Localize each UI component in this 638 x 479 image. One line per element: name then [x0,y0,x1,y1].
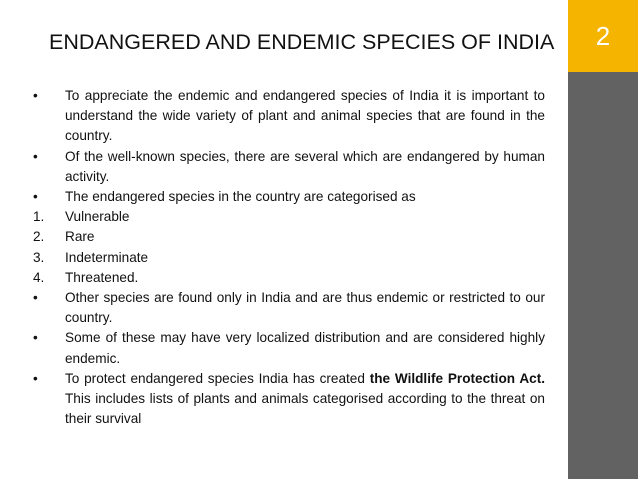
list-item-text: The endangered species in the country are categorised as [65,189,416,205]
slide-title: ENDANGERED AND ENDEMIC SPECIES OF INDIA [49,30,555,54]
bullet-marker: • [33,370,38,386]
list-item-text: Indeterminate [65,249,149,265]
bullet-marker: • [33,88,38,103]
list-item [33,86,545,147]
list-item [33,147,545,187]
list-item-text: To appreciate the endemic and endangered species of India it is important to understand the wide variety of plant and animal species that are found in the country. [65,88,545,144]
list-item-text: Threatened. [65,269,139,285]
list-item [33,369,545,430]
numbered-item [33,227,545,247]
number-marker: 4. [33,269,45,285]
list-item [33,288,545,328]
list-item-text: Rare [65,229,95,245]
numbered-item [33,248,545,268]
number-marker: 1. [33,209,45,225]
list-item-text: Vulnerable [65,209,130,225]
numbered-item [33,268,545,288]
slide-content [33,86,545,429]
list-item-text-end: This includes lists of plants and animals categorised according to the threat on their survival [65,391,545,427]
list-item [33,328,545,368]
number-marker: 2. [33,229,45,245]
bullet-marker: • [33,148,38,164]
list-item-text-start: To protect endangered species India has created [65,370,370,386]
list-item-text: Some of these may have very localized distribution and are considered highly endemic. [65,330,545,366]
bullet-marker: • [33,290,38,306]
list-item [33,187,545,207]
list-item-text: Other species are found only in India and are thus endemic or restricted to our country. [65,290,545,326]
bullet-marker: • [33,330,38,346]
act-name: the Wildlife Protection Act. [369,370,546,386]
numbered-item [33,207,545,227]
bullet-marker: • [33,189,38,205]
list-item-text: Of the well-known species, there are several which are endangered by human activity. [65,148,545,184]
page-number: 2 [595,20,611,51]
page-number-badge [568,0,638,72]
list-item-text [65,369,545,430]
number-marker: 3. [33,249,45,265]
